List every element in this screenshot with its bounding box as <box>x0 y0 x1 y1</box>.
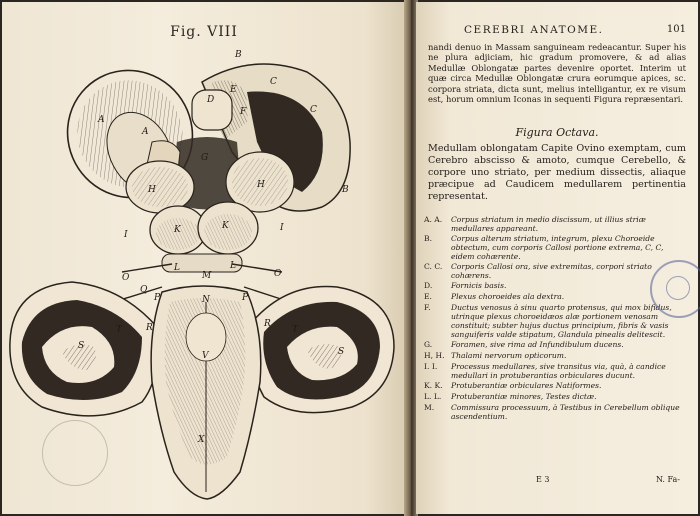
legend-key: B. <box>424 234 432 243</box>
label-h-right: H <box>257 180 265 190</box>
label-a-left: A <box>98 115 105 125</box>
label-x: X <box>198 435 205 445</box>
legend-text: Fornicis basis. <box>451 281 507 290</box>
label-f: F <box>240 107 247 117</box>
catchword: N. Fa- <box>655 475 680 484</box>
legend-text: Protuberantiæ minores, Testes dictæ. <box>451 392 597 401</box>
label-a-right: A <box>142 127 149 137</box>
library-stamp-blue <box>650 260 700 318</box>
legend-text: Plexus choroeides ala dextra. <box>451 292 565 301</box>
legend-row <box>424 362 686 380</box>
label-o-left: O <box>122 273 130 283</box>
label-c-top: C <box>270 77 277 87</box>
page-footer <box>416 475 698 487</box>
label-l-left: L <box>174 263 180 273</box>
stamp-crest-icon <box>666 276 690 300</box>
label-k-right: K <box>222 221 229 231</box>
legend-text: Foramen, sive rima ad Infundibulum ducens. <box>451 340 624 349</box>
label-m: M <box>202 271 212 281</box>
legend-row <box>424 392 686 402</box>
legend-text: Thalami nervorum opticorum. <box>451 351 567 360</box>
page-header <box>416 24 698 38</box>
legend-key: I. I. <box>424 362 438 371</box>
label-i-left: I <box>124 230 128 240</box>
label-h-left: H <box>148 185 156 195</box>
running-head: CEREBRI ANATOME. <box>464 24 604 36</box>
label-e: E <box>230 85 237 95</box>
legend-row <box>424 403 686 421</box>
legend-text: Corpus alterum striatum, integrum, plexu Choroeide obtectum, cum corporis Callosi portione extrema, C, C, eidem cohærente. <box>451 234 664 261</box>
figure-description: Medullam oblongatam Capite Ovino exemptam, cum Cerebro abscisso & amoto, cumque Cerebello, & corpore uno striato, per medium dissectis, aliaque præcipue ad Caudicem medullarem pertinentia representat. <box>428 143 686 202</box>
legend-key: D. <box>424 281 433 290</box>
continued-paragraph <box>428 42 686 104</box>
paragraph-text: nandi denuo in Massam sanguineam redeacantur. Super his ne plura adjiciam, hic gradum promovere, & ad alias Medullæ Oblongatæ partes devenire oportet. Interim ut quæ circa Medullæ Oblongatæ crura eorumque apices, sc. corpora striata, dicta sunt, melius intelligantur, ex re visum est, horum omnium Iconas in sequenti Figura repræsentari. <box>428 42 686 105</box>
label-b-right: B <box>342 185 349 195</box>
page-number: 101 <box>666 24 686 35</box>
label-s-left: S <box>78 341 85 351</box>
medulla-oblongata <box>151 286 261 499</box>
label-v: V <box>202 351 209 361</box>
label-k-left: K <box>174 225 181 235</box>
legend-text: Commissura processuum, à Testibus in Cerebellum oblique ascendentium. <box>451 403 680 421</box>
label-s-right: S <box>338 347 345 357</box>
legend-key: K. K. <box>424 381 443 390</box>
right-page <box>416 2 698 514</box>
figure-heading: Figura Octava. <box>515 126 599 139</box>
label-n: N <box>202 295 210 305</box>
legend-text: Ductus venosus à sinu quarto protensus, qui mox bifidus, utrinque plexus choroeidæos alæ portionem venosam constituit; subter hujus ductus principium, fibris & vasis sanguiferis valde stipatum, Glandula pinealis delitescit. <box>451 303 672 339</box>
label-t-right: T <box>292 325 299 335</box>
label-l-right: L <box>230 261 236 271</box>
label-p-right: P <box>242 293 249 303</box>
figure-label: Fig. VIII <box>170 24 238 40</box>
legend-key: G. <box>424 340 433 349</box>
library-stamp-faded <box>42 420 108 486</box>
legend-row <box>424 292 686 302</box>
legend-row <box>424 381 686 391</box>
label-c-right: C <box>310 105 317 115</box>
label-o-right: O <box>274 269 282 279</box>
legend-text: Corpus striatum in medio discissum, ut illius striæ medullares appareant. <box>451 215 646 233</box>
figure-legend <box>424 215 686 422</box>
legend-key: M. <box>424 403 435 412</box>
legend-row <box>424 234 686 261</box>
legend-key: E. <box>424 292 432 301</box>
legend-key: H, H. <box>424 351 445 360</box>
legend-key: A. A. <box>424 215 443 224</box>
signature-mark: E 3 <box>536 475 550 484</box>
left-page <box>2 2 406 514</box>
label-r-left: R <box>146 323 153 333</box>
label-i-right: I <box>280 223 284 233</box>
legend-row <box>424 303 686 339</box>
legend-key: L. L. <box>424 392 442 401</box>
legend-text: Protuberantiæ orbiculares Natiformes. <box>451 381 602 390</box>
label-d: D <box>207 95 215 105</box>
legend-text: Processus medullares, sive transitus via, quà, à candice medullari in protuberantias orbiculares ducunt. <box>451 362 666 380</box>
label-g: G <box>201 153 209 163</box>
legend-row <box>424 281 686 291</box>
label-p-left: P <box>154 293 161 303</box>
legend-key: F. <box>424 303 431 312</box>
label-b-top: B <box>235 50 242 60</box>
legend-row <box>424 215 686 233</box>
cerebellum-right <box>251 286 394 412</box>
label-t-left: T <box>116 325 123 335</box>
legend-row <box>424 340 686 350</box>
legend-text: Corporis Callosi ora, sive extremitas, corpori striato cohærens. <box>451 262 652 280</box>
legend-row <box>424 262 686 280</box>
label-q-left: Q <box>140 285 148 295</box>
label-r-right: R <box>264 319 271 329</box>
legend-key: C. C. <box>424 262 443 271</box>
legend-row <box>424 351 686 361</box>
